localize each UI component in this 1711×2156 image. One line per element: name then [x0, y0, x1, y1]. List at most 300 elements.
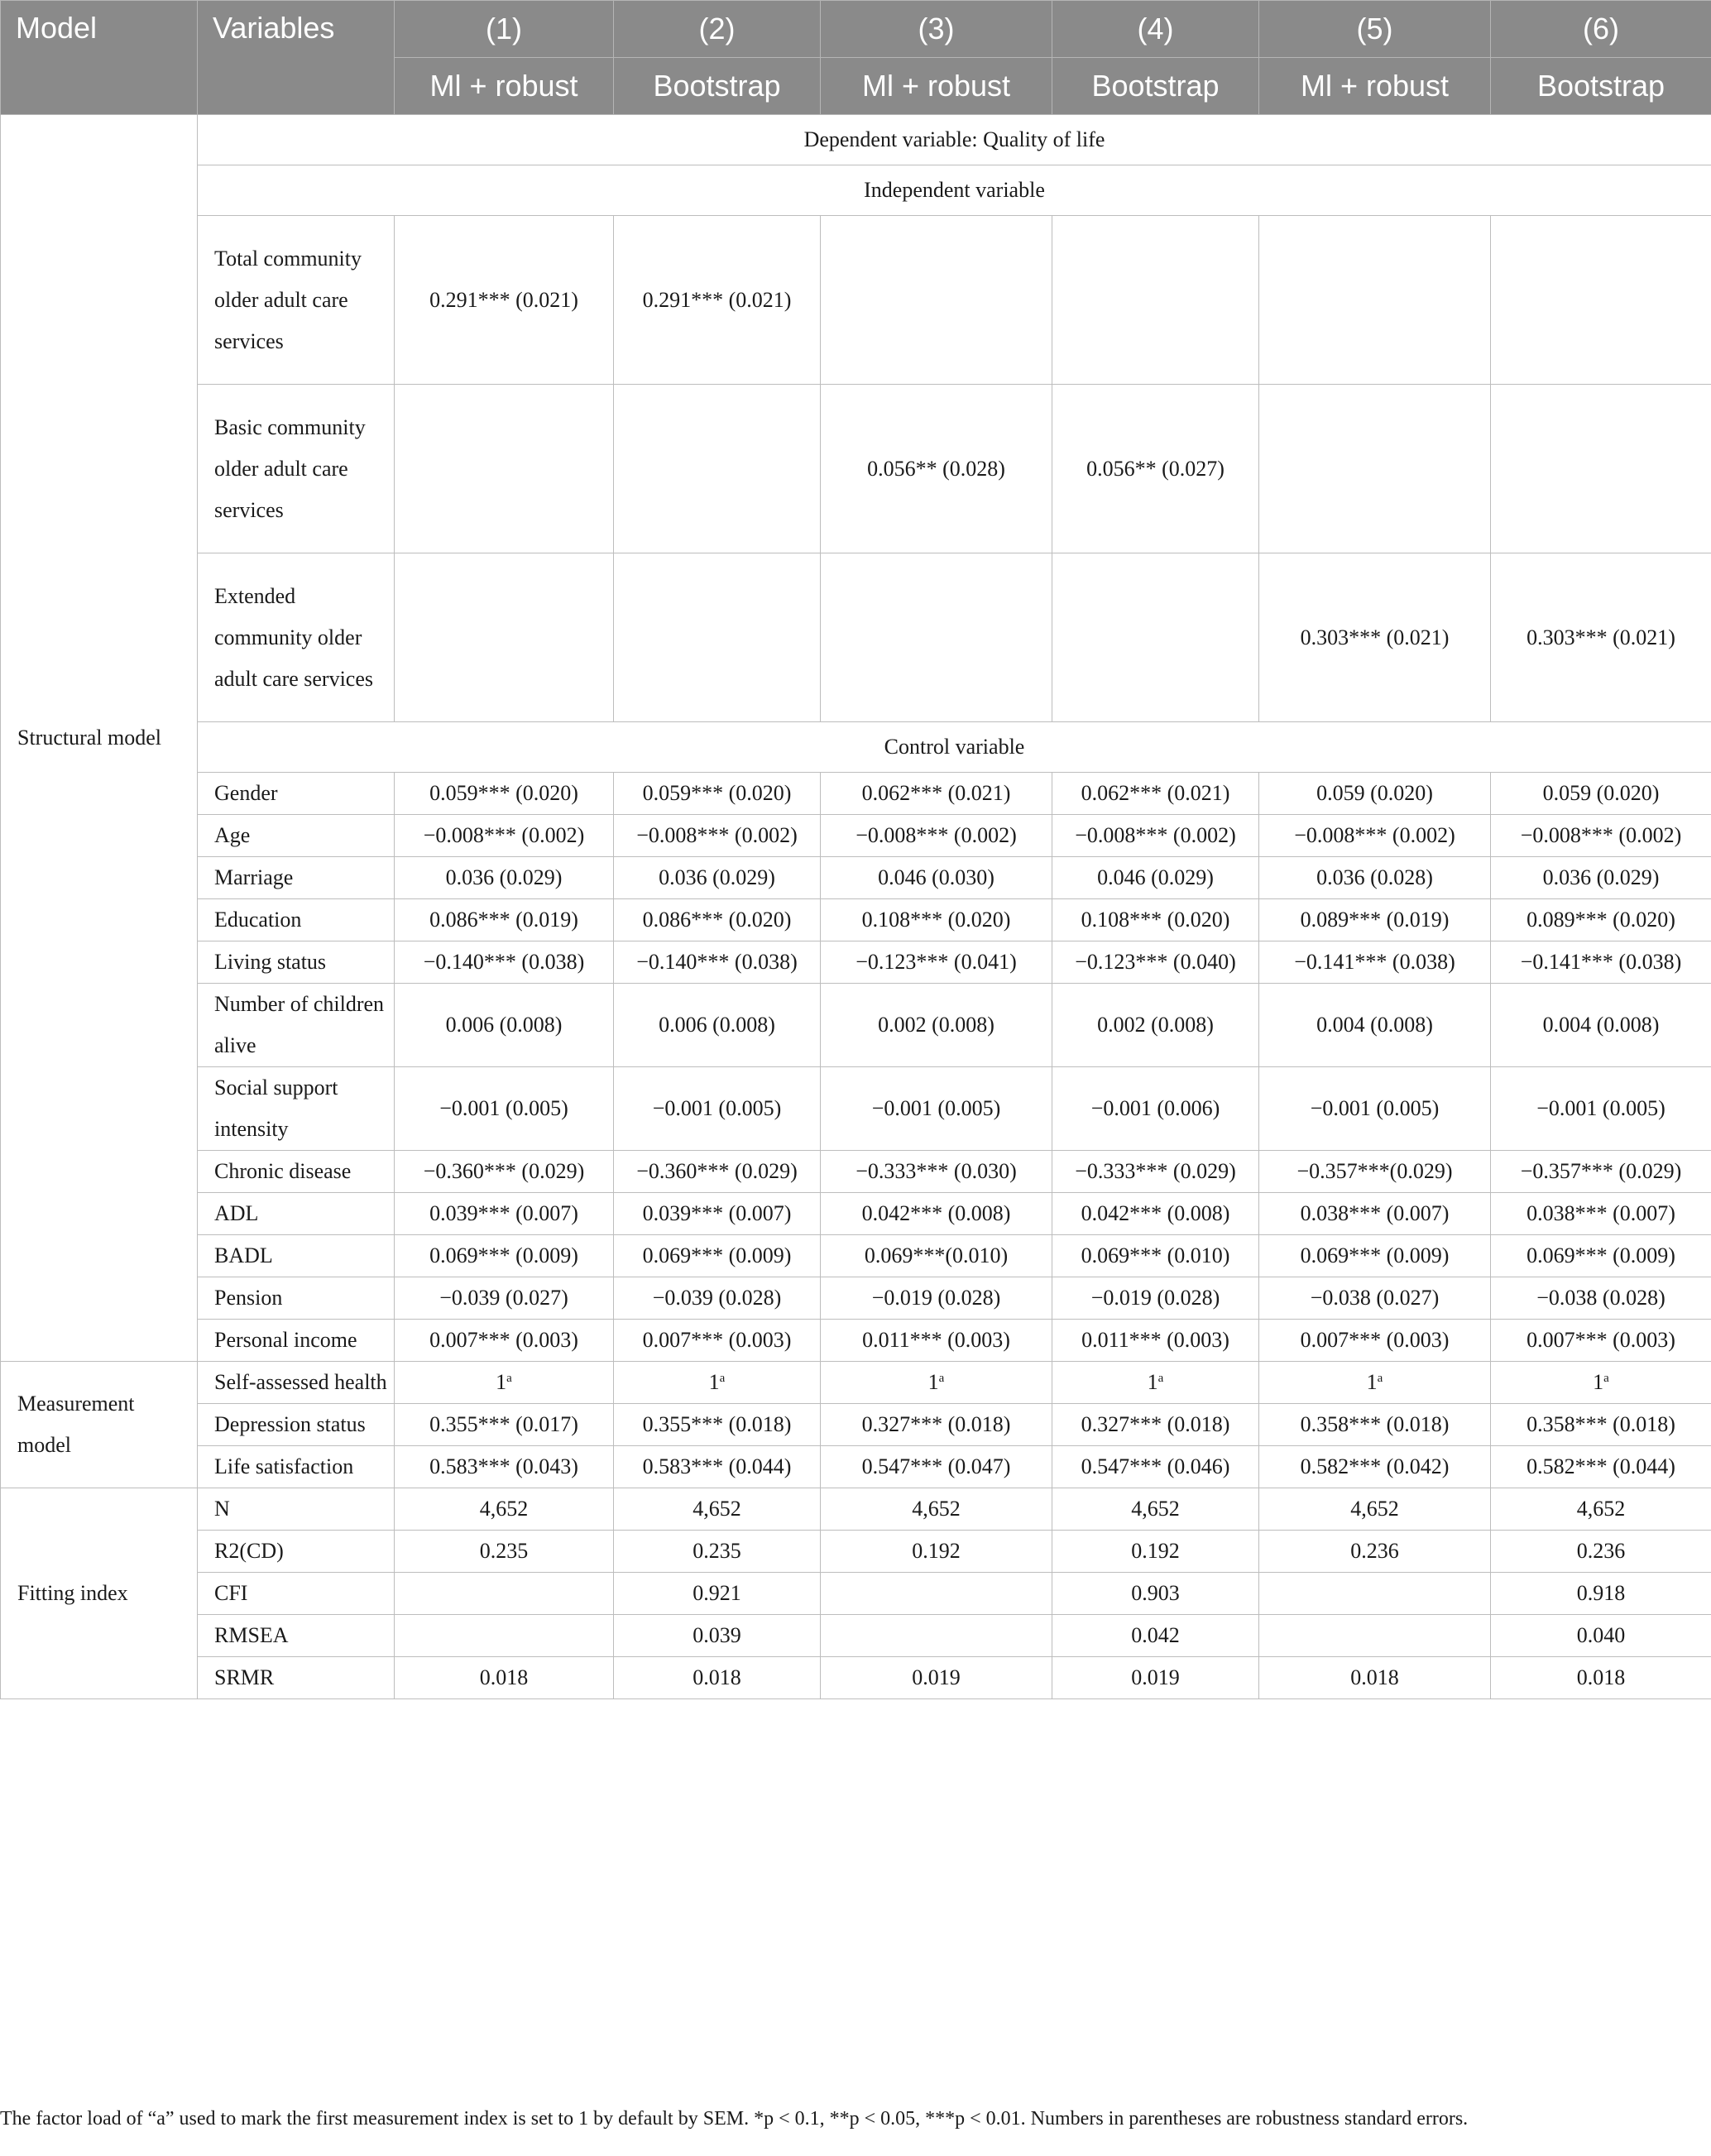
cell-value: 0.108*** (0.020)	[861, 908, 1011, 932]
table-row	[1, 1615, 1711, 1657]
table-body	[1, 115, 1711, 1699]
value-cell	[1259, 385, 1491, 553]
cell-value: 0.918	[1576, 1581, 1626, 1605]
cell-value: −0.008*** (0.002)	[1075, 823, 1236, 847]
value-cell	[1052, 216, 1259, 385]
value-cell	[395, 385, 614, 553]
table-row	[1, 1573, 1711, 1615]
value-cell	[395, 899, 614, 941]
value-cell	[821, 1277, 1052, 1320]
cell-value: 4,652	[479, 1497, 529, 1521]
table-row	[1, 385, 1711, 553]
cell-value: 0.069***(0.010)	[864, 1243, 1009, 1267]
value-cell	[614, 385, 821, 553]
cell-value: 0.018	[1350, 1665, 1399, 1689]
value-cell	[1259, 1067, 1491, 1151]
value-cell	[821, 815, 1052, 857]
value-cell	[1052, 1531, 1259, 1573]
value-cell	[1052, 1151, 1259, 1193]
group-structural-model: Structural model	[1, 115, 198, 1362]
value-cell	[614, 1573, 821, 1615]
cell-value: −0.140*** (0.038)	[636, 950, 798, 974]
value-cell	[1491, 1573, 1711, 1615]
value-cell	[614, 1488, 821, 1531]
cell-value: 0.038*** (0.007)	[1300, 1201, 1450, 1225]
value-cell	[1491, 941, 1711, 984]
section-row	[1, 165, 1711, 216]
value-cell	[821, 1531, 1052, 1573]
row-label: BADL	[198, 1235, 395, 1277]
section-label: Dependent variable: Quality of life	[198, 115, 1711, 165]
value-cell	[1052, 857, 1259, 899]
row-label: ADL	[198, 1193, 395, 1235]
value-cell	[1259, 1151, 1491, 1193]
cell-value: 0.006 (0.008)	[445, 1013, 563, 1037]
section-label: Independent variable	[198, 165, 1711, 216]
value-cell	[1052, 553, 1259, 722]
value-cell	[1259, 216, 1491, 385]
cell-value: −0.008*** (0.002)	[856, 823, 1017, 847]
cell-value: 0.903	[1131, 1581, 1180, 1605]
section-row	[1, 722, 1711, 773]
cell-value: 0.235	[479, 1539, 529, 1563]
value-cell	[1259, 553, 1491, 722]
value-cell	[1491, 773, 1711, 815]
superscript-a: a	[938, 1372, 945, 1385]
cell-value: 0.089*** (0.019)	[1300, 908, 1450, 932]
section-label: Control variable	[198, 722, 1711, 773]
value-cell	[395, 1573, 614, 1615]
table-row	[1, 1446, 1711, 1488]
cell-value: −0.008*** (0.002)	[1294, 823, 1455, 847]
row-label: Education	[198, 899, 395, 941]
value-cell	[1491, 385, 1711, 553]
cell-value: 0.056** (0.027)	[1086, 456, 1225, 481]
cell-value: 0.019	[912, 1665, 961, 1689]
value-cell	[614, 1193, 821, 1235]
cell-value: 0.036 (0.029)	[659, 865, 775, 889]
cell-value: 1	[927, 1370, 939, 1394]
row-label: Depression status	[198, 1404, 395, 1446]
value-cell	[1491, 1235, 1711, 1277]
table-row	[1, 857, 1711, 899]
table-row	[1, 1404, 1711, 1446]
value-cell	[821, 1235, 1052, 1277]
cell-value: −0.038 (0.028)	[1536, 1286, 1665, 1310]
cell-value: 0.004 (0.008)	[1316, 1013, 1433, 1037]
cell-value: −0.001 (0.005)	[871, 1096, 1001, 1120]
value-cell	[1259, 1235, 1491, 1277]
table-row	[1, 1151, 1711, 1193]
value-cell	[1052, 1362, 1259, 1404]
value-cell	[1052, 1446, 1259, 1488]
value-cell	[395, 1615, 614, 1657]
cell-value: −0.039 (0.027)	[439, 1286, 568, 1310]
value-cell	[821, 1488, 1052, 1531]
value-cell	[1259, 1615, 1491, 1657]
value-cell	[1491, 857, 1711, 899]
row-label: SRMR	[198, 1657, 395, 1699]
value-cell	[1052, 1235, 1259, 1277]
value-cell	[1259, 857, 1491, 899]
cell-value: −0.001 (0.006)	[1090, 1096, 1220, 1120]
value-cell	[821, 1193, 1052, 1235]
value-cell	[1491, 1404, 1711, 1446]
value-cell	[821, 899, 1052, 941]
cell-value: 0.004 (0.008)	[1542, 1013, 1660, 1037]
value-cell	[614, 1320, 821, 1362]
cell-value: 0.062*** (0.021)	[861, 781, 1011, 805]
header-row-1	[1, 1, 1711, 58]
value-cell	[821, 216, 1052, 385]
col-num-header: (5)	[1259, 1, 1491, 58]
value-cell	[1052, 1277, 1259, 1320]
value-cell	[614, 1235, 821, 1277]
value-cell	[1052, 1404, 1259, 1446]
cell-value: 0.007*** (0.003)	[429, 1328, 578, 1352]
col-method-header: Ml + robust	[395, 58, 614, 115]
value-cell	[614, 1531, 821, 1573]
value-cell	[614, 1362, 821, 1404]
cell-value: 0.042*** (0.008)	[1081, 1201, 1230, 1225]
cell-value: 0.236	[1576, 1539, 1626, 1563]
value-cell	[395, 1404, 614, 1446]
table-row	[1, 1067, 1711, 1151]
value-cell	[1259, 1573, 1491, 1615]
value-cell	[1491, 1531, 1711, 1573]
value-cell	[395, 1151, 614, 1193]
value-cell	[1491, 1151, 1711, 1193]
value-cell	[395, 857, 614, 899]
cell-value: 0.583*** (0.044)	[642, 1454, 792, 1478]
value-cell	[1259, 899, 1491, 941]
value-cell	[614, 216, 821, 385]
value-cell	[1491, 1193, 1711, 1235]
cell-value: 0.235	[693, 1539, 741, 1563]
cell-value: −0.019 (0.028)	[871, 1286, 1001, 1310]
cell-value: 1	[1593, 1370, 1604, 1394]
value-cell	[821, 984, 1052, 1067]
value-cell	[614, 773, 821, 815]
cell-value: 0.327*** (0.018)	[861, 1412, 1011, 1436]
value-cell	[1491, 1067, 1711, 1151]
cell-value: 1	[496, 1370, 507, 1394]
cell-value: 0.002 (0.008)	[1097, 1013, 1214, 1037]
table-row	[1, 1277, 1711, 1320]
cell-value: 0.039*** (0.007)	[642, 1201, 792, 1225]
value-cell	[821, 857, 1052, 899]
value-cell	[614, 815, 821, 857]
cell-value: −0.001 (0.005)	[652, 1096, 782, 1120]
cell-value: 1	[1147, 1370, 1158, 1394]
cell-value: 0.086*** (0.019)	[429, 908, 578, 932]
cell-value: 4,652	[693, 1497, 741, 1521]
cell-value: −0.038 (0.027)	[1310, 1286, 1440, 1310]
superscript-a: a	[1157, 1372, 1164, 1385]
value-cell	[1052, 385, 1259, 553]
col-method-header: Bootstrap	[1052, 58, 1259, 115]
cell-value: 0.059*** (0.020)	[429, 781, 578, 805]
value-cell	[821, 1151, 1052, 1193]
cell-value: 0.108*** (0.020)	[1081, 908, 1230, 932]
value-cell	[395, 216, 614, 385]
value-cell	[395, 1362, 614, 1404]
value-cell	[1491, 553, 1711, 722]
cell-value: 0.582*** (0.044)	[1526, 1454, 1675, 1478]
cell-value: 0.006 (0.008)	[659, 1013, 775, 1037]
value-cell	[614, 857, 821, 899]
cell-value: 0.192	[912, 1539, 961, 1563]
cell-value: 0.355*** (0.017)	[429, 1412, 578, 1436]
value-cell	[1052, 1067, 1259, 1151]
row-label: Personal income	[198, 1320, 395, 1362]
cell-value: 1	[1366, 1370, 1378, 1394]
cell-value: 0.002 (0.008)	[878, 1013, 994, 1037]
value-cell	[395, 1235, 614, 1277]
cell-value: 0.547*** (0.047)	[861, 1454, 1011, 1478]
row-label: Gender	[198, 773, 395, 815]
value-cell	[1491, 899, 1711, 941]
superscript-a: a	[1603, 1372, 1609, 1385]
value-cell	[395, 1193, 614, 1235]
cell-value: 0.236	[1350, 1539, 1399, 1563]
value-cell	[614, 941, 821, 984]
value-cell	[821, 553, 1052, 722]
row-label: R2(CD)	[198, 1531, 395, 1573]
cell-value: 0.018	[693, 1665, 741, 1689]
value-cell	[395, 1067, 614, 1151]
table-row	[1, 1362, 1711, 1404]
value-cell	[1052, 773, 1259, 815]
value-cell	[614, 1446, 821, 1488]
cell-value: 4,652	[1350, 1497, 1399, 1521]
col-num-header: (2)	[614, 1, 821, 58]
cell-value: 0.192	[1131, 1539, 1180, 1563]
value-cell	[1259, 1277, 1491, 1320]
value-cell	[1259, 1320, 1491, 1362]
cell-value: 0.018	[1576, 1665, 1626, 1689]
table-row	[1, 1235, 1711, 1277]
cell-value: 0.303*** (0.021)	[1526, 625, 1675, 649]
cell-value: 0.291*** (0.021)	[429, 287, 578, 312]
value-cell	[614, 1067, 821, 1151]
row-label: RMSEA	[198, 1615, 395, 1657]
value-cell	[614, 1151, 821, 1193]
cell-value: 0.042	[1131, 1623, 1180, 1647]
value-cell	[1052, 815, 1259, 857]
cell-value: −0.001 (0.005)	[1310, 1096, 1440, 1120]
cell-value: 0.291*** (0.021)	[642, 287, 792, 312]
cell-value: 0.582*** (0.042)	[1300, 1454, 1450, 1478]
variables-header: Variables	[198, 1, 395, 115]
cell-value: 4,652	[1576, 1497, 1626, 1521]
value-cell	[1491, 1446, 1711, 1488]
value-cell	[1491, 1277, 1711, 1320]
cell-value: −0.140*** (0.038)	[423, 950, 585, 974]
col-num-header: (1)	[395, 1, 614, 58]
value-cell	[395, 1531, 614, 1573]
cell-value: −0.008*** (0.002)	[1520, 823, 1682, 847]
row-label: Living status	[198, 941, 395, 984]
row-label: Number of children alive	[198, 984, 395, 1067]
col-method-header: Bootstrap	[1491, 58, 1711, 115]
cell-value: −0.123*** (0.040)	[1075, 950, 1236, 974]
cell-value: −0.001 (0.005)	[439, 1096, 568, 1120]
cell-value: −0.360*** (0.029)	[636, 1159, 798, 1183]
value-cell	[614, 1277, 821, 1320]
cell-value: 0.583*** (0.043)	[429, 1454, 578, 1478]
cell-value: 0.327*** (0.018)	[1081, 1412, 1230, 1436]
table-row	[1, 1320, 1711, 1362]
cell-value: 4,652	[1131, 1497, 1180, 1521]
superscript-a: a	[719, 1372, 726, 1385]
cell-value: 0.007*** (0.003)	[642, 1328, 792, 1352]
table-row	[1, 899, 1711, 941]
col-num-header: (4)	[1052, 1, 1259, 58]
section-row	[1, 115, 1711, 165]
value-cell	[1259, 984, 1491, 1067]
cell-value: 4,652	[912, 1497, 961, 1521]
cell-value: −0.001 (0.005)	[1536, 1096, 1665, 1120]
col-num-header: (6)	[1491, 1, 1711, 58]
cell-value: 0.069*** (0.009)	[1300, 1243, 1450, 1267]
value-cell	[395, 553, 614, 722]
table-row	[1, 984, 1711, 1067]
cell-value: 0.046 (0.030)	[878, 865, 994, 889]
cell-value: 0.018	[479, 1665, 529, 1689]
cell-value: 0.056** (0.028)	[867, 456, 1005, 481]
cell-value: 0.059 (0.020)	[1542, 781, 1660, 805]
value-cell	[1491, 984, 1711, 1067]
cell-value: −0.141*** (0.038)	[1294, 950, 1455, 974]
group-fitting-index: Fitting index	[1, 1488, 198, 1699]
col-method-header: Ml + robust	[821, 58, 1052, 115]
value-cell	[1052, 1193, 1259, 1235]
value-cell	[395, 1320, 614, 1362]
value-cell	[1052, 941, 1259, 984]
footnote: The factor load of “a” used to mark the first measurement index is set to 1 by default by SEM. *p < 0.1, **p < 0.05, ***p < 0.01. Numbers in parentheses are robustness standard errors.	[0, 2108, 1469, 2130]
cell-value: −0.333*** (0.029)	[1075, 1159, 1236, 1183]
value-cell	[1491, 1657, 1711, 1699]
table-row	[1, 941, 1711, 984]
value-cell	[1259, 773, 1491, 815]
cell-value: 0.089*** (0.020)	[1526, 908, 1675, 932]
model-header: Model	[1, 1, 198, 115]
value-cell	[821, 773, 1052, 815]
cell-value: 0.040	[1576, 1623, 1626, 1647]
value-cell	[1259, 1531, 1491, 1573]
row-label: Social support intensity	[198, 1067, 395, 1151]
cell-value: 0.059 (0.020)	[1316, 781, 1433, 805]
cell-value: 0.303*** (0.021)	[1300, 625, 1450, 649]
value-cell	[821, 1573, 1052, 1615]
value-cell	[395, 773, 614, 815]
value-cell	[614, 553, 821, 722]
value-cell	[821, 1067, 1052, 1151]
value-cell	[821, 1362, 1052, 1404]
row-label: Age	[198, 815, 395, 857]
cell-value: 0.355*** (0.018)	[642, 1412, 792, 1436]
cell-value: −0.357*** (0.029)	[1520, 1159, 1682, 1183]
cell-value: 0.036 (0.028)	[1316, 865, 1433, 889]
value-cell	[1052, 984, 1259, 1067]
cell-value: 0.046 (0.029)	[1097, 865, 1214, 889]
value-cell	[1491, 1615, 1711, 1657]
cell-value: 0.038*** (0.007)	[1526, 1201, 1675, 1225]
value-cell	[395, 1277, 614, 1320]
cell-value: 0.039	[693, 1623, 741, 1647]
row-label: CFI	[198, 1573, 395, 1615]
cell-value: 0.086*** (0.020)	[642, 908, 792, 932]
row-label: Self-assessed health	[198, 1362, 395, 1404]
table-row	[1, 815, 1711, 857]
value-cell	[614, 1404, 821, 1446]
cell-value: 0.036 (0.029)	[1542, 865, 1660, 889]
cell-value: 0.069*** (0.009)	[642, 1243, 792, 1267]
value-cell	[1491, 1488, 1711, 1531]
value-cell	[1259, 1488, 1491, 1531]
table-row	[1, 773, 1711, 815]
value-cell	[395, 941, 614, 984]
value-cell	[1052, 1488, 1259, 1531]
value-cell	[1259, 815, 1491, 857]
value-cell	[1259, 1657, 1491, 1699]
cell-value: −0.357***(0.029)	[1296, 1159, 1453, 1183]
cell-value: −0.123*** (0.041)	[856, 950, 1017, 974]
value-cell	[1052, 1573, 1259, 1615]
value-cell	[1259, 1362, 1491, 1404]
value-cell	[1052, 1657, 1259, 1699]
value-cell	[1491, 815, 1711, 857]
value-cell	[1259, 1193, 1491, 1235]
value-cell	[821, 941, 1052, 984]
cell-value: 0.062*** (0.021)	[1081, 781, 1230, 805]
cell-value: −0.008*** (0.002)	[636, 823, 798, 847]
cell-value: −0.141*** (0.038)	[1520, 950, 1682, 974]
value-cell	[1491, 216, 1711, 385]
value-cell	[395, 1446, 614, 1488]
table-row	[1, 1488, 1711, 1531]
value-cell	[1052, 1615, 1259, 1657]
cell-value: −0.039 (0.028)	[652, 1286, 782, 1310]
superscript-a: a	[506, 1372, 512, 1385]
cell-value: 0.042*** (0.008)	[861, 1201, 1011, 1225]
col-method-header: Bootstrap	[614, 58, 821, 115]
superscript-a: a	[1377, 1372, 1383, 1385]
group-measurement-model: Measurement model	[1, 1362, 198, 1488]
table-row	[1, 1531, 1711, 1573]
cell-value: 0.007*** (0.003)	[1526, 1328, 1675, 1352]
table-row	[1, 553, 1711, 722]
value-cell	[1259, 1404, 1491, 1446]
value-cell	[1491, 1320, 1711, 1362]
row-label: Pension	[198, 1277, 395, 1320]
cell-value: 0.011*** (0.003)	[1081, 1328, 1229, 1352]
cell-value: 0.069*** (0.009)	[1526, 1243, 1675, 1267]
value-cell	[821, 1615, 1052, 1657]
value-cell	[821, 1657, 1052, 1699]
value-cell	[821, 1404, 1052, 1446]
cell-value: 0.007*** (0.003)	[1300, 1328, 1450, 1352]
cell-value: 0.921	[693, 1581, 741, 1605]
value-cell	[1052, 899, 1259, 941]
cell-value: −0.360*** (0.029)	[423, 1159, 585, 1183]
cell-value: 0.358*** (0.018)	[1300, 1412, 1450, 1436]
cell-value: 0.019	[1131, 1665, 1180, 1689]
row-label: Extended community older adult care services	[198, 553, 395, 722]
cell-value: 0.059*** (0.020)	[642, 781, 792, 805]
value-cell	[821, 1446, 1052, 1488]
